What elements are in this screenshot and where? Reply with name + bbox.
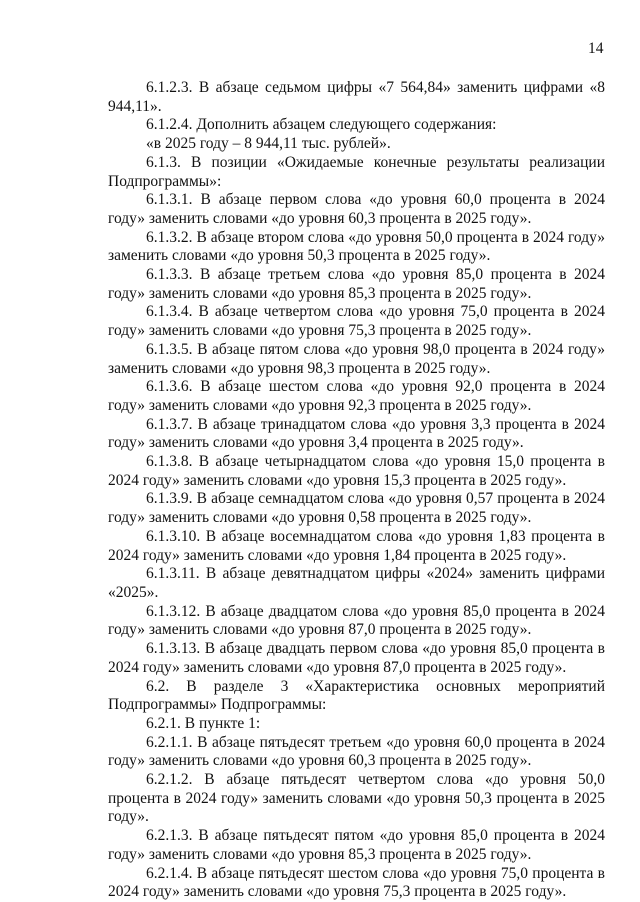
paragraph: 6.2.1.3. В абзаце пятьдесят пятом «до уровня 85,0 процента в 2024 году» заменить словами «до уровня 85,3 процента в 2025 году». <box>108 827 605 863</box>
paragraph: 6.1.2.4. Дополнить абзацем следующего содержания: <box>146 116 497 134</box>
paragraph: 6.1.2.3. В абзаце седьмом цифры «7 564,84» заменить цифрами «8 944,11». <box>108 79 605 115</box>
paragraph: 6.1.3.13. В абзаце двадцать первом слова «до уровня 85,0 процента в 2024 году» заменить словами «до уровня 87,0 процента в 2025 году». <box>108 640 605 676</box>
paragraph: 6.1.3.11. В абзаце девятнадцатом цифры «2024» заменить цифрами «2025». <box>108 565 605 601</box>
paragraph: 6.1.3.12. В абзаце двадцатом слова «до уровня 85,0 процента в 2024 году» заменить словами «до уровня 87,0 процента в 2025 году». <box>108 602 605 639</box>
paragraph: 6.2.1.4. В абзаце пятьдесят шестом слова «до уровня 75,0 процента в 2024 году» заменить словами «до уровня 75,3 процента в 2025 году». <box>108 864 605 901</box>
paragraph: 6.2. В разделе 3 «Характеристика основных мероприятий Подпрограммы» Подпрограммы: <box>108 677 605 714</box>
paragraph: 6.1.3.5. В абзаце пятом слова «до уровня 98,0 процента в 2024 году» заменить словами «до уровня 98,3 процента в 2025 году». <box>108 340 605 377</box>
paragraph: 6.1.3.1. В абзаце первом слова «до уровня 60,0 процента в 2024 году» заменить словами «до уровня 60,3 процента в 2025 году». <box>108 191 605 227</box>
document-body <box>108 79 605 902</box>
paragraph: 6.1.3.3. В абзаце третьем слова «до уровня 85,0 процента в 2024 году» заменить словами «до уровня 85,3 процента в 2025 году». <box>108 266 605 302</box>
paragraph: «в 2025 году – 8 944,11 тыс. рублей». <box>146 135 391 153</box>
paragraph: 6.1.3.9. В абзаце семнадцатом слова «до уровня 0,57 процента в 2024 году» заменить словами «до уровня 0,58 процента в 2025 году». <box>108 490 605 527</box>
paragraph: 6.1.3.6. В абзаце шестом слова «до уровня 92,0 процента в 2024 году» заменить словами «до уровня 92,3 процента в 2025 году». <box>108 378 605 414</box>
paragraph: 6.1.3.10. В абзаце восемнадцатом слова «до уровня 1,83 процента в 2024 году» заменить словами «до уровня 1,84 процента в 2025 году». <box>108 527 605 564</box>
paragraph: 6.2.1.1. В абзаце пятьдесят третьем «до уровня 60,0 процента в 2024 году» заменить словами «до уровня 60,3 процента в 2025 году». <box>108 733 605 770</box>
paragraph: 6.2.1. В пункте 1: <box>146 714 261 732</box>
page-number: 14 <box>588 40 604 57</box>
paragraph: 6.1.3.2. В абзаце втором слова «до уровня 50,0 процента в 2024 году» заменить словами «до уровня 50,3 процента в 2025 году». <box>108 228 605 265</box>
paragraph: 6.1.3.4. В абзаце четвертом слова «до уровня 75,0 процента в 2024 году» заменить словами «до уровня 75,3 процента в 2025 году». <box>108 303 605 340</box>
paragraph: 6.2.1.2. В абзаце пятьдесят четвертом слова «до уровня 50,0 процента в 2024 году» заменить словами «до уровня 50,3 процента в 2025 году». <box>108 771 605 826</box>
paragraph: 6.1.3. В позиции «Ожидаемые конечные результаты реализации Подпрограммы»: <box>108 153 605 190</box>
paragraph: 6.1.3.8. В абзаце четырнадцатом слова «до уровня 15,0 процента в 2024 году» заменить словами «до уровня 15,3 процента в 2025 году». <box>108 453 605 489</box>
paragraph: 6.1.3.7. В абзаце тринадцатом слова «до уровня 3,3 процента в 2024 году» заменить словами «до уровня 3,4 процента в 2025 году». <box>108 415 605 452</box>
